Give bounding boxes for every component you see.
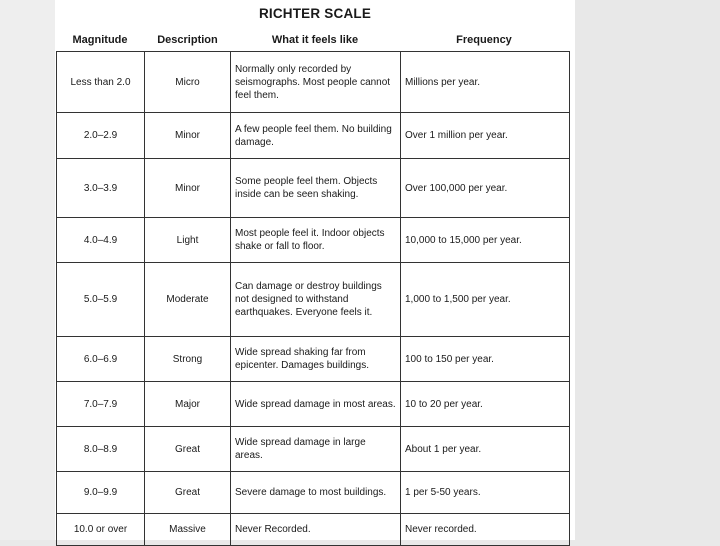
feels-like-cell: Most people feel it. Indoor objects shake or fall to floor.	[231, 218, 401, 263]
magnitude-cell: 2.0–2.9	[57, 113, 145, 159]
frequency-cell: 100 to 150 per year.	[401, 337, 570, 382]
frequency-cell: Over 1 million per year.	[401, 113, 570, 159]
frequency-cell: 1,000 to 1,500 per year.	[401, 263, 570, 337]
table-row	[57, 427, 570, 472]
magnitude-cell: 3.0–3.9	[57, 159, 145, 218]
magnitude-cell: 5.0–5.9	[57, 263, 145, 337]
feels-like-cell: Wide spread damage in large areas.	[231, 427, 401, 472]
table-row	[57, 52, 570, 113]
feels-like-cell: Wide spread shaking far from epicenter. Damages buildings.	[231, 337, 401, 382]
table-row	[57, 472, 570, 514]
header-feels-like: What it feels like	[271, 34, 359, 46]
magnitude-cell: 4.0–4.9	[57, 218, 145, 263]
frequency-cell: 10 to 20 per year.	[401, 382, 570, 427]
description-cell: Minor	[145, 159, 231, 218]
feels-like-cell: Severe damage to most buildings.	[231, 472, 401, 514]
table-row	[57, 159, 570, 218]
table-row	[57, 382, 570, 427]
table-row	[57, 113, 570, 159]
description-cell: Massive	[145, 514, 231, 546]
document-page	[55, 0, 575, 540]
feels-like-cell: Normally only recorded by seismographs. Most people cannot feel them.	[231, 52, 401, 113]
feels-like-cell: Can damage or destroy buildings not designed to withstand earthquakes. Everyone feels it.	[231, 263, 401, 337]
magnitude-cell: 8.0–8.9	[57, 427, 145, 472]
magnitude-cell: 6.0–6.9	[57, 337, 145, 382]
frequency-cell: 1 per 5-50 years.	[401, 472, 570, 514]
left-margin	[0, 0, 55, 540]
description-cell: Micro	[145, 52, 231, 113]
feels-like-cell: Never Recorded.	[231, 514, 401, 546]
table-row	[57, 337, 570, 382]
frequency-cell: About 1 per year.	[401, 427, 570, 472]
frequency-cell: Millions per year.	[401, 52, 570, 113]
right-margin	[575, 0, 720, 540]
page-title: RICHTER SCALE	[258, 6, 372, 21]
frequency-cell: 10,000 to 15,000 per year.	[401, 218, 570, 263]
header-description: Description	[157, 34, 218, 46]
feels-like-cell: Wide spread damage in most areas.	[231, 382, 401, 427]
feels-like-cell: A few people feel them. No building damage.	[231, 113, 401, 159]
frequency-cell: Never recorded.	[401, 514, 570, 546]
magnitude-cell: 7.0–7.9	[57, 382, 145, 427]
description-cell: Light	[145, 218, 231, 263]
richter-table	[56, 51, 570, 546]
description-cell: Moderate	[145, 263, 231, 337]
header-magnitude: Magnitude	[72, 34, 128, 46]
header-frequency: Frequency	[456, 34, 512, 46]
table-header	[55, 34, 575, 50]
description-cell: Strong	[145, 337, 231, 382]
feels-like-cell: Some people feel them. Objects inside can be seen shaking.	[231, 159, 401, 218]
description-cell: Great	[145, 427, 231, 472]
description-cell: Great	[145, 472, 231, 514]
table-row	[57, 514, 570, 546]
description-cell: Minor	[145, 113, 231, 159]
description-cell: Major	[145, 382, 231, 427]
table-row	[57, 218, 570, 263]
magnitude-cell: Less than 2.0	[57, 52, 145, 113]
table-row	[57, 263, 570, 337]
magnitude-cell: 9.0–9.9	[57, 472, 145, 514]
frequency-cell: Over 100,000 per year.	[401, 159, 570, 218]
magnitude-cell: 10.0 or over	[57, 514, 145, 546]
